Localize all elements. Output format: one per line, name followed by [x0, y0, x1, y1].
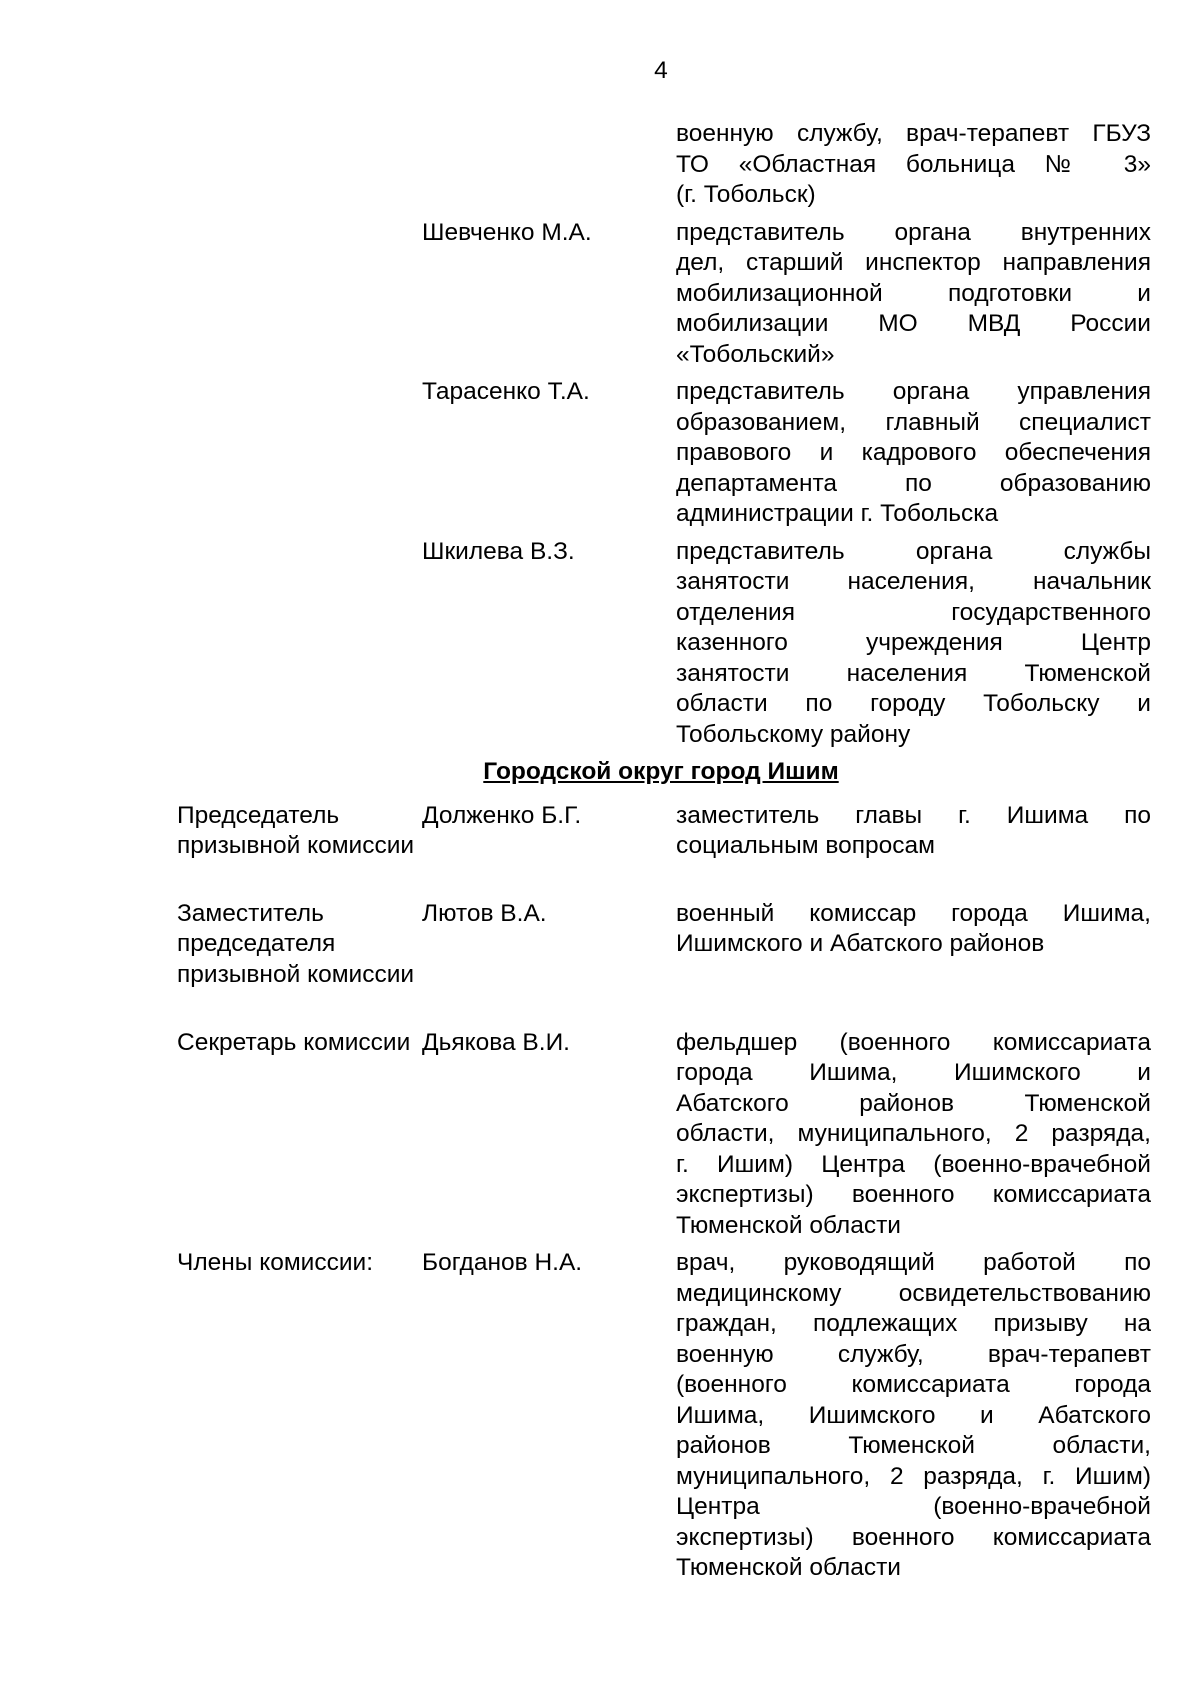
description-line: муниципального, 2 разряда, г. Ишим): [676, 1462, 1151, 1490]
continuation-row: [0, 119, 1200, 211]
description-line: заместитель главы г. Ишима по: [676, 801, 1151, 829]
page-number: 4: [654, 57, 668, 84]
member-row: [0, 537, 1200, 751]
description-line: занятости населения, начальник: [676, 568, 1151, 595]
document-body: [0, 119, 1200, 1591]
member-name: Дьякова В.И.: [422, 1028, 570, 1056]
member-row: [0, 377, 1200, 530]
member-row: [0, 1248, 1200, 1584]
description-line: военную службу, врач-терапевт ГБУЗ: [676, 120, 1151, 147]
description-line: военный комиссар города Ишима,: [676, 899, 1151, 927]
member-row: [0, 801, 1200, 892]
description-line: военную службу, врач-терапевт: [676, 1340, 1151, 1368]
member-role: Члены комиссии:: [177, 1249, 374, 1276]
member-description: [676, 119, 1151, 211]
description-line: районов Тюменской области,: [676, 1432, 1151, 1459]
description-line: социальным вопросам: [676, 832, 935, 859]
member-row: [0, 1028, 1200, 1242]
description-line: образованием, главный специалист: [676, 408, 1151, 436]
description-line: мобилизации МО МВД России: [676, 310, 1151, 337]
member-name: Богданов Н.А.: [422, 1249, 583, 1276]
description-line: Абатского районов Тюменской: [676, 1089, 1151, 1117]
member-description: [676, 899, 1151, 960]
member-name: Тарасенко Т.А.: [422, 378, 590, 405]
member-name: Долженко Б.Г.: [422, 801, 582, 829]
description-line: представитель органа внутренних: [676, 218, 1151, 246]
description-line: правового и кадрового обеспечения: [676, 439, 1151, 466]
member-role: Заместитель председателя призывной комиссии: [177, 899, 415, 988]
member-description: [676, 1028, 1151, 1242]
member-description: [676, 377, 1151, 530]
member-name: Шевченко М.А.: [422, 218, 592, 246]
description-line: области по городу Тобольску и: [676, 690, 1151, 717]
member-row: [0, 218, 1200, 371]
description-line: врач, руководящий работой по: [676, 1249, 1151, 1276]
member-description: [676, 537, 1151, 751]
description-line: казенного учреждения Центр: [676, 629, 1151, 656]
member-role: Секретарь комиссии: [177, 1028, 411, 1056]
description-line: (военного комиссариата города: [676, 1371, 1151, 1398]
member-row: [0, 899, 1200, 1021]
description-line: ТО «Областная больница № 3»: [676, 150, 1151, 178]
member-description: [676, 801, 1151, 862]
description-line: экспертизы) военного комиссариата: [676, 1181, 1151, 1208]
description-line: Тюменской области: [676, 1211, 901, 1239]
member-name: Шкилева В.З.: [422, 537, 575, 565]
section-heading: Городской округ город Ишим: [483, 758, 839, 785]
description-line: г. Ишим) Центра (военно-врачебной: [676, 1150, 1151, 1178]
description-line: фельдшер (военного комиссариата: [676, 1028, 1151, 1056]
description-line: мобилизационной подготовки и: [676, 279, 1151, 307]
description-line: граждан, подлежащих призыву на: [676, 1310, 1151, 1337]
description-line: занятости населения Тюменской: [676, 659, 1151, 687]
description-line: медицинскому освидетельствованию: [676, 1279, 1151, 1307]
description-line: дел, старший инспектор направления: [676, 249, 1151, 276]
member-description: [676, 218, 1151, 371]
description-line: экспертизы) военного комиссариата: [676, 1523, 1151, 1551]
description-line: «Тобольский»: [676, 340, 835, 368]
description-line: представитель органа управления: [676, 378, 1151, 405]
member-name: Лютов В.А.: [422, 899, 547, 927]
member-description: [676, 1248, 1151, 1584]
description-line: Тюменской области: [676, 1554, 901, 1581]
description-line: (г. Тобольск): [676, 181, 816, 208]
description-line: города Ишима, Ишимского и: [676, 1059, 1151, 1086]
description-line: департамента по образованию: [676, 469, 1151, 497]
description-line: отделения государственного: [676, 598, 1151, 626]
member-role: Председатель призывной комиссии: [177, 801, 415, 859]
description-line: администрации г. Тобольска: [676, 500, 999, 527]
description-line: Ишимского и Абатского районов: [676, 930, 1045, 957]
description-line: Центра (военно-врачебной: [676, 1493, 1151, 1520]
description-line: Ишима, Ишимского и Абатского: [676, 1401, 1151, 1429]
description-line: Тобольскому району: [676, 720, 911, 748]
description-line: области, муниципального, 2 разряда,: [676, 1120, 1151, 1147]
description-line: представитель органа службы: [676, 537, 1151, 565]
